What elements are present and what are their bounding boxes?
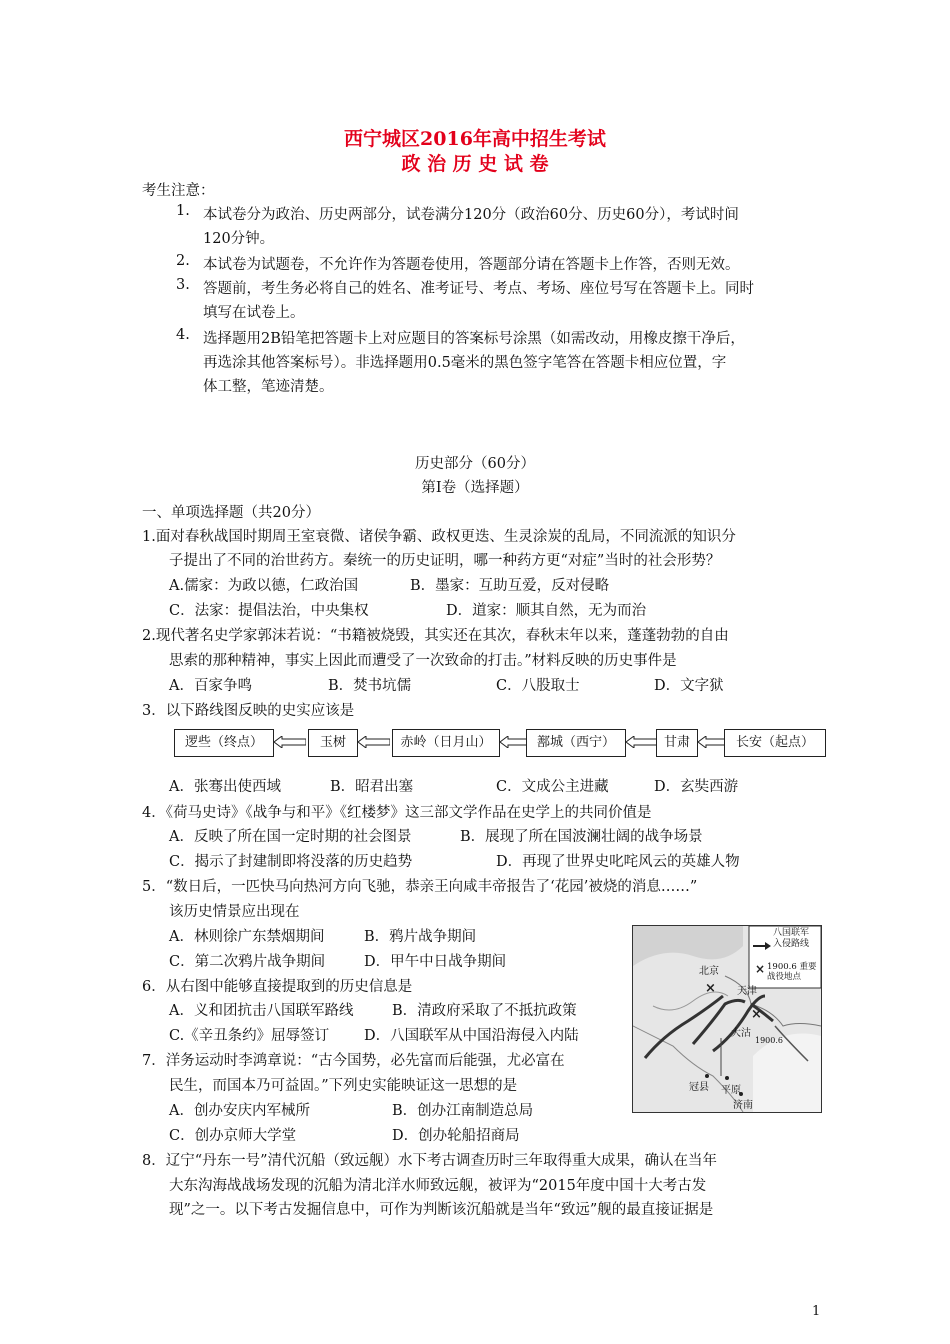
map-label-tianjin: 天津 xyxy=(737,986,757,997)
question-7-option-c: C．创办京师大学堂 xyxy=(169,1128,297,1144)
question-1-option-c: C．法家：提倡法治，中央集权 xyxy=(169,603,369,619)
part-title: 历史部分（60分） xyxy=(415,456,535,472)
notice-item-line: 本试卷分为政治、历史两部分，试卷满分120分（政治60分、历史60分），考试时间 xyxy=(203,207,739,223)
notice-item-line: 120分钟。 xyxy=(203,231,275,247)
question-3-option-b: B．昭君出塞 xyxy=(330,779,414,795)
notice-item-line: 填写在试卷上。 xyxy=(203,305,305,321)
question-8-line: 大东沟海战战场发现的沉船为清北洋水师致远舰，被评为“2015年度中国十大考古发 xyxy=(169,1178,707,1194)
question-4-option-d: D．再现了世界史叱咤风云的英雄人物 xyxy=(496,854,740,870)
page-number: 1 xyxy=(812,1304,821,1319)
question-8-line: 现”之一。以下考古发掘信息中，可作为判断该沉船就是当年“致远”舰的最直接证据是 xyxy=(169,1202,714,1218)
question-3-option-a: A．张骞出使西域 xyxy=(169,779,281,795)
question-1-option-d: D．道家：顺其自然，无为而治 xyxy=(446,603,647,619)
question-2-option-a: A．百家争鸣 xyxy=(169,678,252,694)
question-2-option-c: C．八股取士 xyxy=(496,678,580,694)
question-5-line: 5．“数日后，一匹快马向热河方向飞驰，恭亲王向咸丰帝报告了‘花园’被烧的消息……” xyxy=(142,879,698,895)
question-7-option-b: B．创办江南制造总局 xyxy=(392,1103,534,1119)
question-3-option-d: D．玄奘西游 xyxy=(654,779,739,795)
question-7-line: 民生，而国本乃可益固。”下列史实能映证这一思想的是 xyxy=(169,1078,518,1094)
question-2-line: 思索的那种精神，事实上因此而遭受了一次致命的打击。”材料反映的历史事件是 xyxy=(169,653,677,669)
question-7-line: 7．洋务运动时李鸿章说：“古今国势，必先富而后能强，尤必富在 xyxy=(142,1053,565,1069)
question-5-option-b: B．鸦片战争期间 xyxy=(364,929,477,945)
question-6-line: 6．从右图中能够直接提取到的历史信息是 xyxy=(142,979,413,995)
notice-item-number: 2. xyxy=(176,253,190,269)
question-4-option-a: A．反映了所在国一定时期的社会图景 xyxy=(169,829,412,845)
route-box-shancheng: 鄯城（西宁） xyxy=(526,729,626,757)
question-1-option-a: A.儒家：为政以德，仁政治国 xyxy=(169,578,359,594)
map-label-dagu: 大沽 xyxy=(731,1028,751,1039)
subsection-title: 一、单项选择题（共20分） xyxy=(142,505,320,521)
question-5-option-d: D．甲午中日战争期间 xyxy=(364,954,507,970)
notice-item-line: 答题前，考生务必将自己的姓名、准考证号、考点、考场、座位号写在答题卡上。同时 xyxy=(203,281,754,297)
question-4-option-b: B．展现了所在国波澜壮阔的战争场景 xyxy=(460,829,703,845)
volume-title: 第Ⅰ卷（选择题） xyxy=(421,480,529,496)
notice-item-number: 3. xyxy=(176,277,190,293)
question-1-line: 1.面对春秋战国时期周王室衰微、诸侯争霸、政权更迭、生灵涂炭的乱局，不同流派的知识分 xyxy=(142,529,736,545)
map-label-date: 1900.6 xyxy=(755,1036,783,1045)
exam-subtitle: 政 治 历 史 试 卷 xyxy=(401,153,549,175)
map-label-pingyuan: 平原 xyxy=(721,1085,741,1096)
left-arrow-icon xyxy=(358,736,390,748)
notice-item-number: 4. xyxy=(176,327,190,343)
question-8-line: 8．辽宁“丹东一号”清代沉船（致远舰）水下考古调查历时三年取得重大成果，确认在当年 xyxy=(142,1153,718,1169)
svg-text:×: × xyxy=(705,981,716,996)
notice-item-number: 1. xyxy=(176,203,190,219)
map-label-jinan: 济南 xyxy=(733,1100,753,1111)
question-4-line: 4．《荷马史诗》《战争与和平》《红楼梦》这三部文学作品在史学上的共同价值是 xyxy=(142,805,652,821)
map-label-beijing: 北京 xyxy=(699,966,719,977)
notice-item-line: 体工整，笔迹清楚。 xyxy=(203,379,334,395)
question-3-line: 3．以下路线图反映的史实应该是 xyxy=(142,703,355,719)
left-arrow-icon xyxy=(626,736,658,748)
question-6-option-d: D．八国联军从中国沿海侵入内陆 xyxy=(364,1028,579,1044)
question-2-line: 2.现代著名史学家郭沫若说：“书籍被烧毁，其实还在其次，春秋末年以来，蓬蓬勃勃的自由 xyxy=(142,628,729,644)
question-2-option-b: B．焚书坑儒 xyxy=(328,678,412,694)
svg-text:×: × xyxy=(751,1007,762,1022)
question-6-option-a: A．义和团抗击八国联军路线 xyxy=(169,1003,354,1019)
legend-route-label: 八国联军入侵路线 xyxy=(773,928,810,949)
route-box-changan: 长安（起点） xyxy=(724,729,826,757)
question-3-option-c: C．文成公主进藏 xyxy=(496,779,609,795)
question-4-option-c: C．揭示了封建制即将没落的历史趋势 xyxy=(169,854,413,870)
notice-item-line: 选择题用2B铅笔把答题卡上对应题目的答案标号涂黑（如需改动，用橡皮擦干净后， xyxy=(203,331,745,347)
svg-text:×: × xyxy=(755,962,766,976)
route-box-gansu: 甘肃 xyxy=(656,729,698,757)
question-6-option-c: C.《辛丑条约》屈辱签订 xyxy=(169,1028,330,1044)
route-box-chiling: 赤岭（日月山） xyxy=(392,729,500,757)
notice-item-line: 再选涂其他答案标号）。非选择题用0.5毫米的黑色签字笔答在答题卡相应位置，字 xyxy=(203,355,727,371)
question-5-option-c: C．第二次鸦片战争期间 xyxy=(169,954,326,970)
question-7-option-a: A．创办安庆内军械所 xyxy=(169,1103,310,1119)
legend-battle-label: 1900.6 重要战役地点 xyxy=(767,962,817,982)
route-box-yushu: 玉树 xyxy=(308,729,358,757)
exam-title: 西宁城区2016年高中招生考试 xyxy=(344,128,606,150)
question-5-line: 该历史情景应出现在 xyxy=(169,904,300,920)
left-arrow-icon xyxy=(274,736,306,748)
eight-nation-alliance-map xyxy=(632,925,822,1113)
route-box-luoxie: 逻些（终点） xyxy=(174,729,274,757)
question-1-line: 子提出了不同的治世药方。秦统一的历史证明，哪一种药方更“对症”当时的社会形势？ xyxy=(169,553,721,569)
question-2-option-d: D．文字狱 xyxy=(654,678,724,694)
notice-item-line: 本试卷为试题卷，不允许作为答题卷使用，答题部分请在答题卡上作答，否则无效。 xyxy=(203,257,740,273)
question-6-option-b: B．清政府采取了不抵抗政策 xyxy=(392,1003,577,1019)
question-1-option-b: B．墨家：互助互爱，反对侵略 xyxy=(410,578,610,594)
notice-heading: 考生注意： xyxy=(142,183,215,199)
question-7-option-d: D．创办轮船招商局 xyxy=(392,1128,520,1144)
map-label-guanxian: 冠县 xyxy=(689,1082,709,1093)
question-5-option-a: A．林则徐广东禁烟期间 xyxy=(169,929,325,945)
